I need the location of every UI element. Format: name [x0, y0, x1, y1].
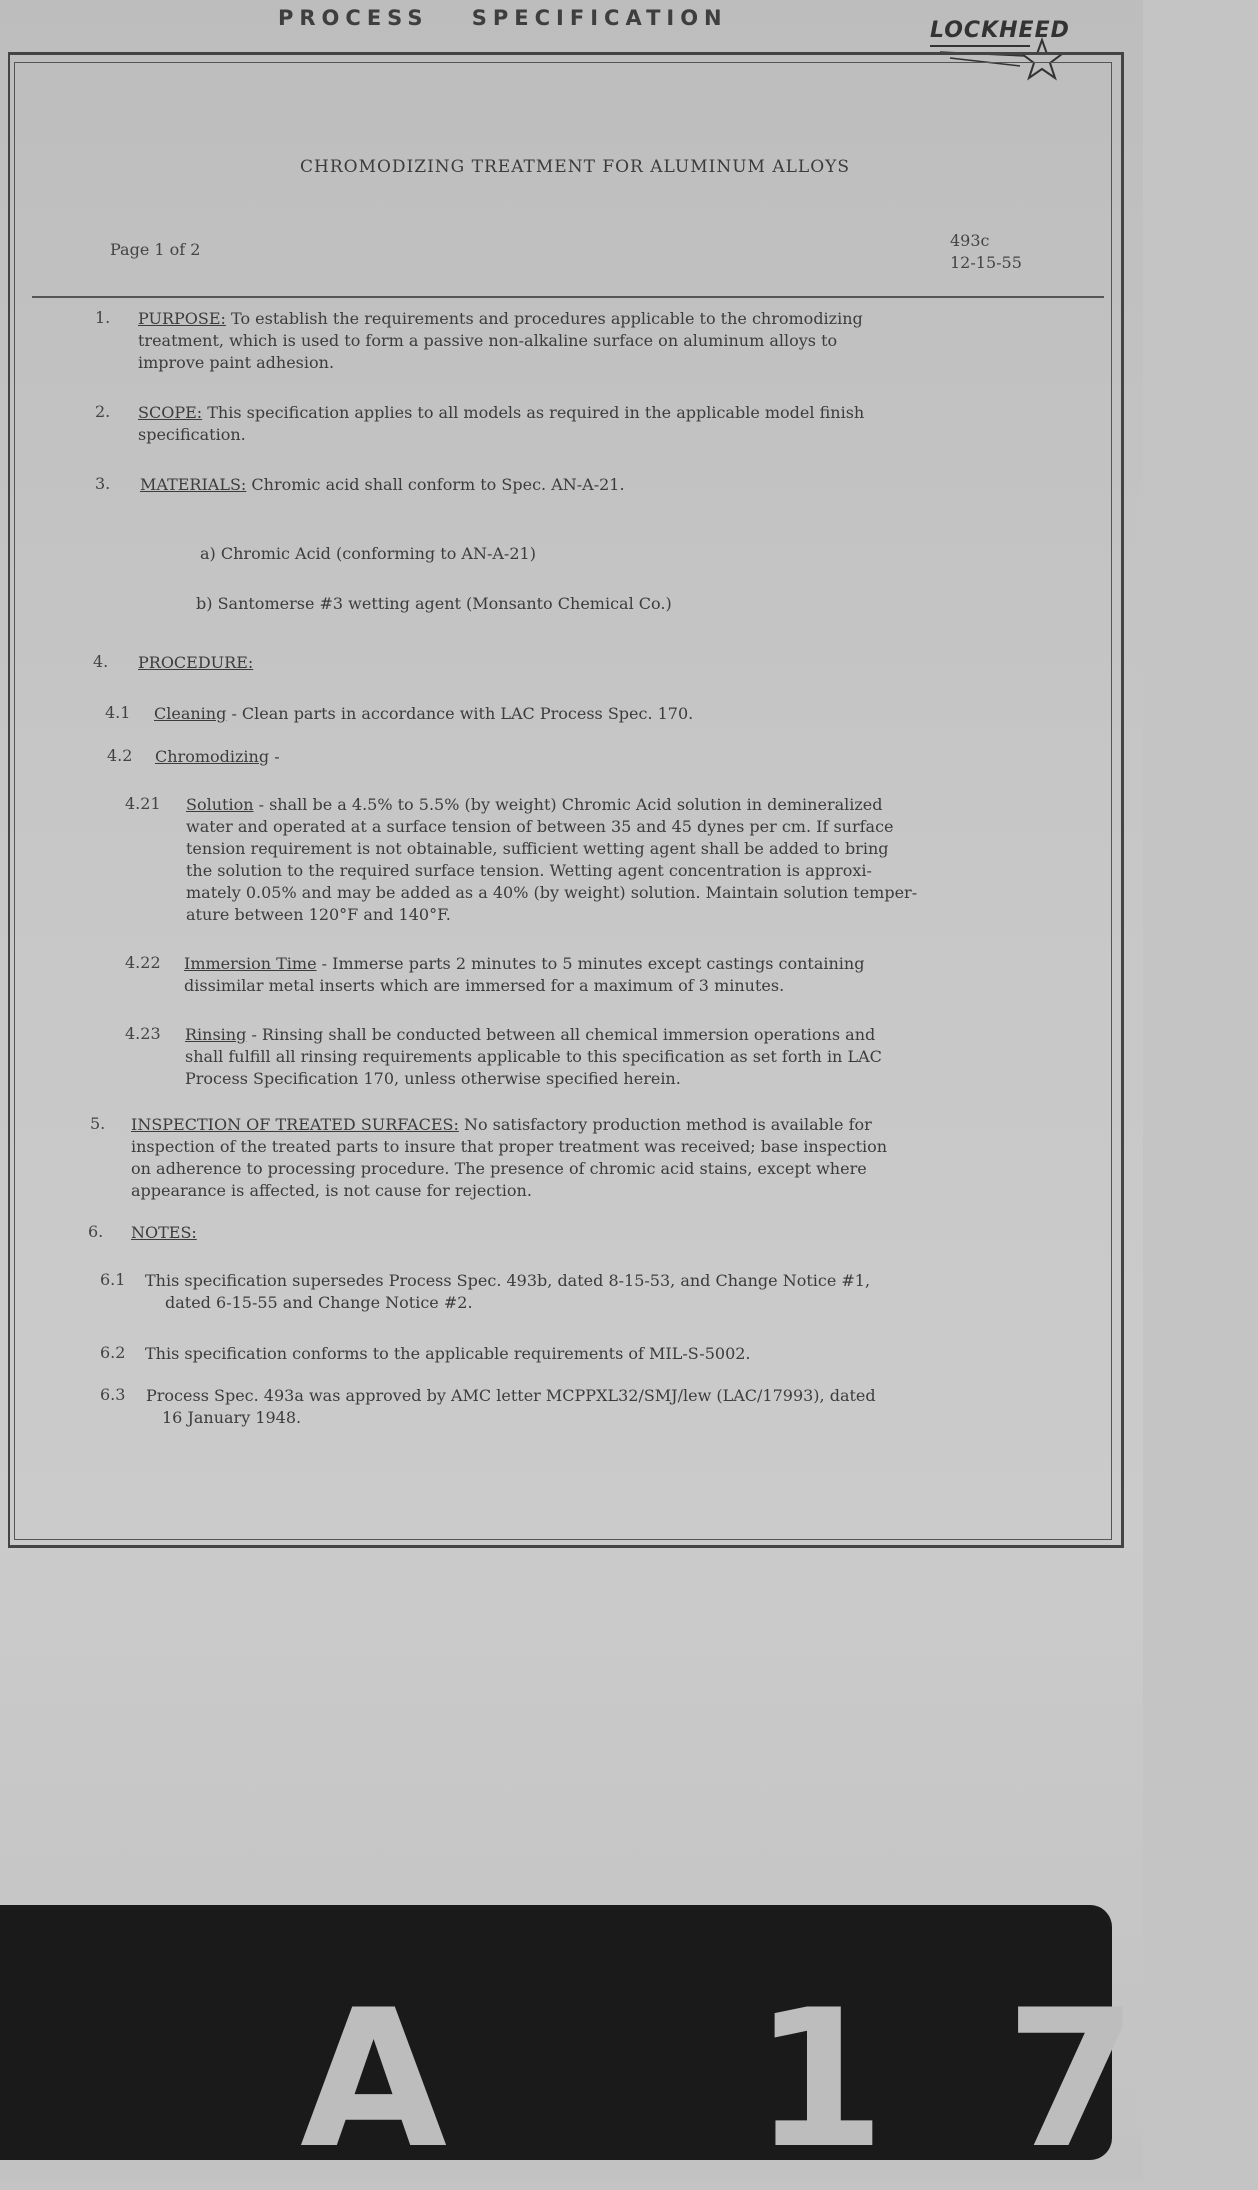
text-line: Process Specification 170, unless otherwise specified herein. — [185, 1069, 681, 1088]
section-heading: MATERIALS: — [140, 475, 247, 494]
subsection-heading: Chromodizing — [155, 747, 270, 766]
text-line: dissimilar metal inserts which are immersed for a maximum of 3 minutes. — [184, 976, 785, 995]
text-line: To establish the requirements and procedures applicable to the chromodizing — [231, 309, 863, 328]
subsection-number: 6.3 — [100, 1385, 126, 1404]
spec-date: 12-15-55 — [950, 253, 1022, 272]
section-number: 2. — [95, 402, 111, 421]
text-line: the solution to the required surface tension. Wetting agent concentration is approxi- — [186, 861, 872, 880]
text-line: tension requirement is not obtainable, sufficient wetting agent shall be added to bring — [186, 839, 889, 858]
section-heading: INSPECTION OF TREATED SURFACES: — [131, 1115, 459, 1134]
text-line: ature between 120°F and 140°F. — [186, 905, 451, 924]
subsection-number: 6.2 — [100, 1343, 126, 1362]
section-materials — [140, 474, 625, 496]
subsection-number: 4.22 — [125, 953, 161, 972]
subsection-heading: Immersion Time — [184, 954, 317, 973]
text-line: on adherence to processing procedure. The presence of chromic acid stains, except where — [131, 1159, 867, 1178]
text-line: water and operated at a surface tension of between 35 and 45 dynes per cm. If surface — [186, 817, 894, 836]
materials-item-a: a) Chromic Acid (conforming to AN-A-21) — [200, 544, 536, 563]
spec-number: 493c — [950, 231, 990, 250]
text-line: dated 6-15-55 and Change Notice #2. — [165, 1293, 473, 1312]
section-purpose — [138, 308, 863, 330]
section-heading-text: PROCEDURE: — [138, 653, 254, 672]
text-line: improve paint adhesion. — [138, 353, 335, 372]
subsection-number: 6.1 — [100, 1270, 126, 1289]
text-line: 16 January 1948. — [162, 1408, 302, 1427]
logo-text: LOCKHEED — [930, 18, 1070, 43]
text-line: This specification conforms to the applicable requirements of MIL-S-5002. — [145, 1344, 751, 1363]
film-label: A 17 — [300, 1969, 1258, 2190]
text-line: specification. — [138, 425, 246, 444]
section-heading: NOTES: — [131, 1223, 197, 1242]
text-line: treatment, which is used to form a passive non-alkaline surface on aluminum alloys to — [138, 331, 838, 350]
text-line: - — [274, 747, 280, 766]
text-line: - Clean parts in accordance with LAC Process Spec. 170. — [231, 704, 694, 723]
subsection-heading: Solution — [186, 795, 254, 814]
text-line: No satisfactory production method is available for — [463, 1115, 872, 1134]
header-rule — [32, 296, 1104, 298]
section-scope — [138, 402, 864, 424]
section-number: 4. — [93, 652, 109, 671]
subsection-number: 4.21 — [125, 794, 161, 813]
text-line: appearance is affected, is not cause for rejection. — [131, 1181, 532, 1200]
section-heading: SCOPE: — [138, 403, 203, 422]
spec-code — [950, 230, 1022, 274]
subsection-heading: Cleaning — [154, 704, 227, 723]
section-notes — [131, 1222, 197, 1244]
subsection-cleaning — [154, 703, 693, 725]
text-line: - shall be a 4.5% to 5.5% (by weight) Chromic Acid solution in demineralized — [258, 795, 883, 814]
subsection-number: 4.1 — [105, 703, 131, 722]
subsection-rinsing — [185, 1024, 875, 1046]
subsection-number: 4.2 — [107, 746, 133, 765]
text-line: - Rinsing shall be conducted between all chemical immersion operations and — [251, 1025, 876, 1044]
text-line: inspection of the treated parts to insure that proper treatment was received; base inspection — [131, 1137, 888, 1156]
header-title: PROCESS SPECIFICATION — [278, 6, 728, 30]
page-number: Page 1 of 2 — [110, 240, 201, 259]
section-number: 5. — [90, 1114, 106, 1133]
section-heading — [138, 652, 253, 674]
section-inspection — [131, 1114, 872, 1136]
subsection-immersion-time — [184, 953, 864, 975]
text-line: This specification supersedes Process Spec. 493b, dated 8-15-53, and Change Notice #1, — [145, 1271, 871, 1290]
text-line: Chromic acid shall conform to Spec. AN-A-21. — [251, 475, 625, 494]
text-line: mately 0.05% and may be added as a 40% (by weight) solution. Maintain solution temper- — [186, 883, 918, 902]
subsection-solution — [186, 794, 883, 816]
text-line: Process Spec. 493a was approved by AMC letter MCPPXL32/SMJ/lew (LAC/17993), dated — [146, 1386, 876, 1405]
materials-item-b: b) Santomerse #3 wetting agent (Monsanto Chemical Co.) — [196, 594, 672, 613]
section-number: 1. — [95, 308, 111, 327]
text-line: This specification applies to all models as required in the applicable model finish — [207, 403, 865, 422]
text-line: - Immerse parts 2 minutes to 5 minutes except castings containing — [321, 954, 865, 973]
section-number: 3. — [95, 474, 111, 493]
document-title: CHROMODIZING TREATMENT FOR ALUMINUM ALLOYS — [300, 157, 851, 177]
subsection-number: 4.23 — [125, 1024, 161, 1043]
subsection-chromodizing — [155, 746, 280, 768]
text-line: shall fulfill all rinsing requirements applicable to this specification as set forth in LAC — [185, 1047, 882, 1066]
subsection-heading: Rinsing — [185, 1025, 247, 1044]
section-number: 6. — [88, 1222, 104, 1241]
section-heading: PURPOSE: — [138, 309, 226, 328]
